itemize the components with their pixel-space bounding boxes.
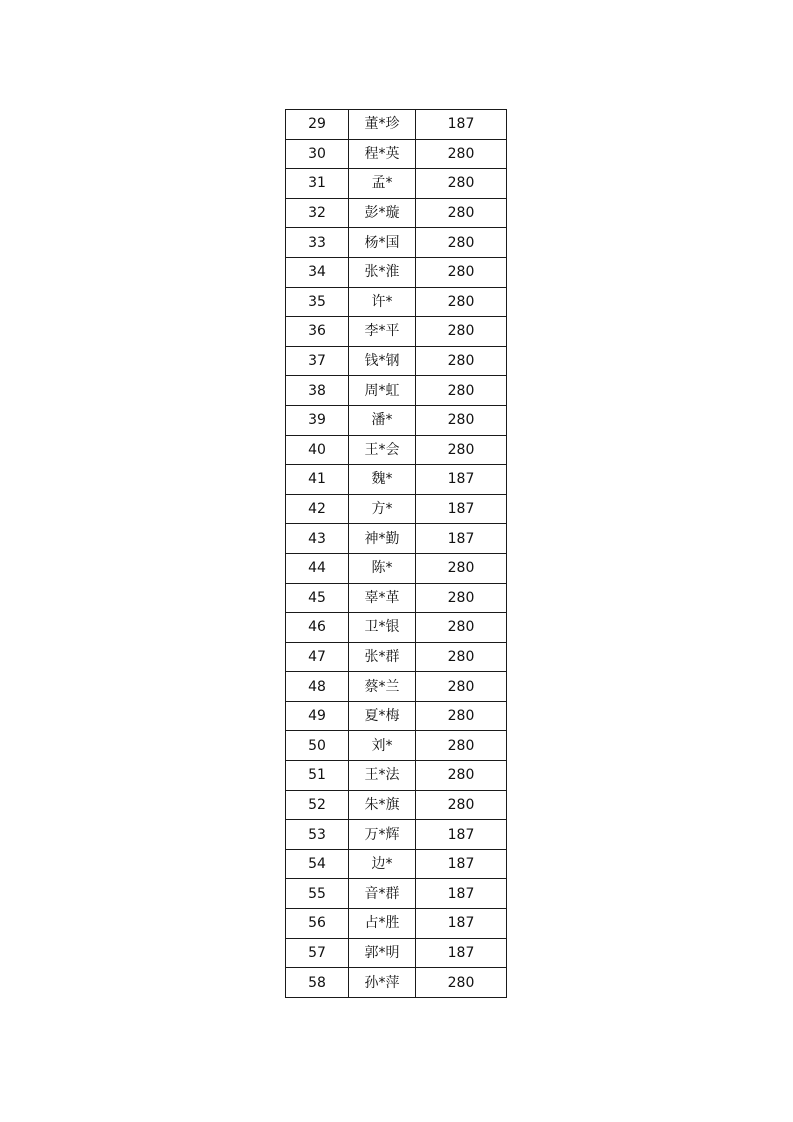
- table-row: [286, 110, 507, 140]
- table-row: [286, 613, 507, 643]
- table-row: [286, 731, 507, 761]
- row-number-cell: 31: [286, 169, 349, 199]
- name-cell: 郭*明: [349, 938, 416, 968]
- table-row: [286, 879, 507, 909]
- amount-cell: 187: [416, 465, 507, 495]
- table-row: [286, 583, 507, 613]
- amount-cell: 187: [416, 494, 507, 524]
- row-number-cell: 34: [286, 257, 349, 287]
- amount-cell: 280: [416, 553, 507, 583]
- row-number-cell: 58: [286, 968, 349, 998]
- name-cell: 朱*旗: [349, 790, 416, 820]
- table-row: [286, 524, 507, 554]
- amount-cell: 280: [416, 613, 507, 643]
- row-number-cell: 42: [286, 494, 349, 524]
- amount-cell: 187: [416, 524, 507, 554]
- name-cell: 音*群: [349, 879, 416, 909]
- row-number-cell: 48: [286, 672, 349, 702]
- row-number-cell: 33: [286, 228, 349, 258]
- row-number-cell: 39: [286, 405, 349, 435]
- name-cell: 李*平: [349, 317, 416, 347]
- row-number-cell: 45: [286, 583, 349, 613]
- name-cell: 辜*革: [349, 583, 416, 613]
- name-cell: 边*: [349, 849, 416, 879]
- table-row: [286, 820, 507, 850]
- name-cell: 神*勤: [349, 524, 416, 554]
- amount-cell: 280: [416, 405, 507, 435]
- table-row: [286, 317, 507, 347]
- amount-cell: 280: [416, 317, 507, 347]
- table-row: [286, 642, 507, 672]
- name-cell: 杨*国: [349, 228, 416, 258]
- table-row: [286, 435, 507, 465]
- roster-table-body: [286, 110, 507, 998]
- row-number-cell: 56: [286, 909, 349, 939]
- name-cell: 钱*钢: [349, 346, 416, 376]
- row-number-cell: 55: [286, 879, 349, 909]
- row-number-cell: 54: [286, 849, 349, 879]
- table-row: [286, 376, 507, 406]
- amount-cell: 280: [416, 731, 507, 761]
- table-row: [286, 701, 507, 731]
- table-row: [286, 139, 507, 169]
- row-number-cell: 53: [286, 820, 349, 850]
- amount-cell: 280: [416, 198, 507, 228]
- name-cell: 刘*: [349, 731, 416, 761]
- name-cell: 占*胜: [349, 909, 416, 939]
- table-row: [286, 228, 507, 258]
- row-number-cell: 49: [286, 701, 349, 731]
- name-cell: 王*法: [349, 761, 416, 791]
- amount-cell: 280: [416, 287, 507, 317]
- table-row: [286, 968, 507, 998]
- name-cell: 孙*萍: [349, 968, 416, 998]
- name-cell: 张*群: [349, 642, 416, 672]
- amount-cell: 187: [416, 849, 507, 879]
- table-row: [286, 465, 507, 495]
- amount-cell: 187: [416, 909, 507, 939]
- amount-cell: 280: [416, 169, 507, 199]
- amount-cell: 280: [416, 257, 507, 287]
- table-row: [286, 405, 507, 435]
- amount-cell: 280: [416, 968, 507, 998]
- table-row: [286, 909, 507, 939]
- name-cell: 卫*银: [349, 613, 416, 643]
- row-number-cell: 38: [286, 376, 349, 406]
- amount-cell: 280: [416, 672, 507, 702]
- table-row: [286, 287, 507, 317]
- row-number-cell: 35: [286, 287, 349, 317]
- amount-cell: 280: [416, 642, 507, 672]
- row-number-cell: 57: [286, 938, 349, 968]
- name-cell: 夏*梅: [349, 701, 416, 731]
- table-row: [286, 761, 507, 791]
- table-row: [286, 790, 507, 820]
- table-row: [286, 938, 507, 968]
- table-row: [286, 849, 507, 879]
- row-number-cell: 29: [286, 110, 349, 140]
- name-cell: 程*英: [349, 139, 416, 169]
- amount-cell: 187: [416, 110, 507, 140]
- amount-cell: 280: [416, 228, 507, 258]
- row-number-cell: 51: [286, 761, 349, 791]
- name-cell: 陈*: [349, 553, 416, 583]
- row-number-cell: 50: [286, 731, 349, 761]
- name-cell: 董*珍: [349, 110, 416, 140]
- name-cell: 方*: [349, 494, 416, 524]
- row-number-cell: 36: [286, 317, 349, 347]
- amount-cell: 187: [416, 820, 507, 850]
- amount-cell: 280: [416, 346, 507, 376]
- amount-cell: 280: [416, 583, 507, 613]
- row-number-cell: 46: [286, 613, 349, 643]
- row-number-cell: 37: [286, 346, 349, 376]
- amount-cell: 187: [416, 938, 507, 968]
- name-cell: 魏*: [349, 465, 416, 495]
- name-cell: 孟*: [349, 169, 416, 199]
- name-cell: 万*辉: [349, 820, 416, 850]
- row-number-cell: 43: [286, 524, 349, 554]
- amount-cell: 187: [416, 879, 507, 909]
- row-number-cell: 40: [286, 435, 349, 465]
- row-number-cell: 52: [286, 790, 349, 820]
- amount-cell: 280: [416, 761, 507, 791]
- row-number-cell: 32: [286, 198, 349, 228]
- row-number-cell: 30: [286, 139, 349, 169]
- table-row: [286, 169, 507, 199]
- table-row: [286, 346, 507, 376]
- name-cell: 周*虹: [349, 376, 416, 406]
- amount-cell: 280: [416, 790, 507, 820]
- table-row: [286, 672, 507, 702]
- name-cell: 王*会: [349, 435, 416, 465]
- name-cell: 彭*璇: [349, 198, 416, 228]
- name-cell: 蔡*兰: [349, 672, 416, 702]
- name-cell: 潘*: [349, 405, 416, 435]
- table-row: [286, 553, 507, 583]
- row-number-cell: 47: [286, 642, 349, 672]
- row-number-cell: 41: [286, 465, 349, 495]
- name-cell: 张*淮: [349, 257, 416, 287]
- amount-cell: 280: [416, 435, 507, 465]
- amount-cell: 280: [416, 139, 507, 169]
- table-row: [286, 494, 507, 524]
- name-cell: 许*: [349, 287, 416, 317]
- row-number-cell: 44: [286, 553, 349, 583]
- amount-cell: 280: [416, 376, 507, 406]
- table-row: [286, 198, 507, 228]
- roster-table: [285, 109, 507, 998]
- amount-cell: 280: [416, 701, 507, 731]
- table-row: [286, 257, 507, 287]
